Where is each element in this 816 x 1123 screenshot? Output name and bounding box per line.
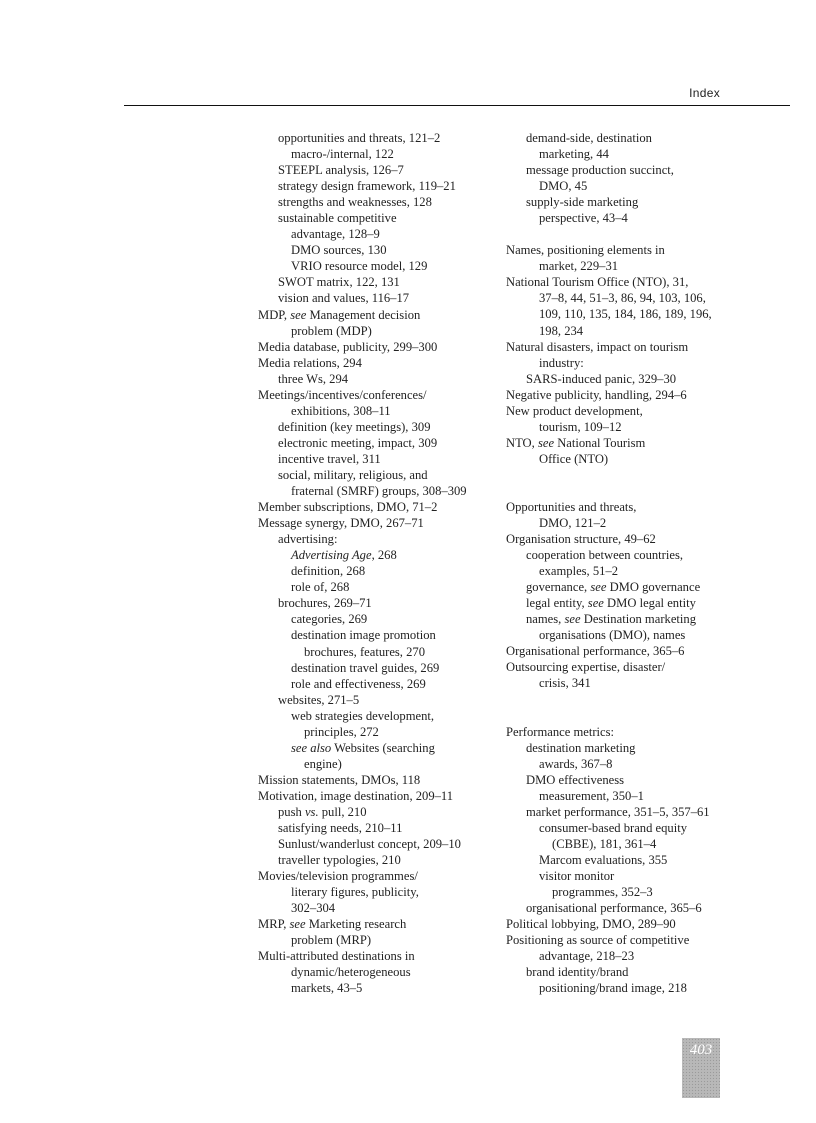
entry-text: market performance, 351–5, 357–61 bbox=[526, 804, 710, 819]
index-entry bbox=[258, 692, 490, 708]
entry-text: positioning/brand image, 218 bbox=[539, 981, 687, 996]
entry-text: Organisation structure, 49–62 bbox=[506, 532, 656, 547]
index-entry bbox=[258, 563, 490, 579]
header-rule bbox=[124, 105, 790, 106]
index-entry bbox=[506, 852, 738, 868]
index-entry bbox=[506, 868, 738, 884]
entry-text-tail: Websites (searching bbox=[331, 740, 435, 755]
cross-reference-marker: see bbox=[289, 917, 306, 932]
index-entry bbox=[258, 980, 490, 996]
index-entry bbox=[258, 964, 490, 980]
index-entry bbox=[258, 130, 490, 146]
entry-text: brochures, 269–71 bbox=[278, 596, 372, 611]
entry-text: Natural disasters, impact on tourism bbox=[506, 339, 689, 354]
index-entry bbox=[258, 483, 490, 499]
section-gap bbox=[506, 692, 738, 724]
index-entry bbox=[506, 724, 738, 740]
entry-text: role of, 268 bbox=[291, 580, 350, 595]
index-entry bbox=[506, 306, 738, 322]
page-number: 403 bbox=[689, 1042, 713, 1058]
index-entry bbox=[258, 644, 490, 660]
index-entry bbox=[506, 531, 738, 547]
index-entry bbox=[258, 403, 490, 419]
entry-text: definition (key meetings), 309 bbox=[278, 419, 431, 434]
entry-text: Organisational performance, 365–6 bbox=[506, 644, 685, 659]
entry-text: web strategies development, bbox=[291, 708, 435, 723]
index-entry bbox=[506, 788, 738, 804]
index-entry bbox=[258, 547, 490, 563]
entry-text: exhibitions, 308–11 bbox=[291, 403, 391, 418]
cross-reference-marker: vs. bbox=[304, 804, 319, 819]
index-entry bbox=[258, 948, 490, 964]
index-entry bbox=[258, 595, 490, 611]
entry-text-tail: Management decision bbox=[306, 307, 421, 322]
entry-text: advantage, 128–9 bbox=[291, 227, 380, 242]
index-entry bbox=[506, 772, 738, 788]
entry-text: DMO, 45 bbox=[539, 179, 588, 194]
index-entry bbox=[258, 724, 490, 740]
entry-text: VRIO resource model, 129 bbox=[291, 259, 428, 274]
index-entry bbox=[258, 387, 490, 403]
index-entry bbox=[258, 499, 490, 515]
entry-text: market, 229–31 bbox=[539, 259, 619, 274]
index-entry bbox=[506, 756, 738, 772]
index-entry bbox=[506, 371, 738, 387]
entry-text: (CBBE), 181, 361–4 bbox=[552, 836, 657, 851]
index-entry bbox=[258, 451, 490, 467]
index-entry bbox=[506, 611, 738, 627]
entry-text: 109, 110, 135, 184, 186, 189, 196, bbox=[539, 307, 712, 322]
index-entry bbox=[506, 258, 738, 274]
index-entry bbox=[506, 675, 738, 691]
index-entry bbox=[506, 563, 738, 579]
index-entry bbox=[506, 435, 738, 451]
index-entry bbox=[506, 627, 738, 643]
cross-reference-marker: see bbox=[590, 580, 607, 595]
entry-text: programmes, 352–3 bbox=[552, 884, 653, 899]
index-entry bbox=[506, 900, 738, 916]
entry-text: cooperation between countries, bbox=[526, 548, 684, 563]
index-entry bbox=[506, 820, 738, 836]
entry-text: Movies/television programmes/ bbox=[258, 869, 418, 884]
entry-text: categories, 269 bbox=[291, 612, 368, 627]
entry-text: Mission statements, DMOs, 118 bbox=[258, 772, 421, 787]
entry-text: awards, 367–8 bbox=[539, 756, 613, 771]
cross-reference-marker: see bbox=[564, 612, 581, 627]
index-entry bbox=[258, 772, 490, 788]
index-entry bbox=[506, 451, 738, 467]
entry-text: advertising: bbox=[278, 532, 338, 547]
entry-text: Multi-attributed destinations in bbox=[258, 949, 415, 964]
entry-text: 302–304 bbox=[291, 901, 336, 916]
entry-text: websites, 271–5 bbox=[278, 692, 360, 707]
entry-text: Media relations, 294 bbox=[258, 355, 362, 370]
index-entry bbox=[258, 820, 490, 836]
index-entry bbox=[258, 355, 490, 371]
index-entry bbox=[258, 660, 490, 676]
index-entry bbox=[258, 676, 490, 692]
index-entry bbox=[506, 740, 738, 756]
index-entry bbox=[258, 740, 490, 756]
index-entry bbox=[258, 162, 490, 178]
entry-text-tail: , 268 bbox=[371, 548, 397, 563]
entry-text: organisational performance, 365–6 bbox=[526, 901, 702, 916]
entry-text: MDP, bbox=[258, 307, 291, 322]
cross-reference-marker: see bbox=[587, 596, 604, 611]
entry-text: Meetings/incentives/conferences/ bbox=[258, 387, 427, 402]
index-entry bbox=[258, 146, 490, 162]
entry-text: Positioning as source of competitive bbox=[506, 933, 690, 948]
entry-text: destination travel guides, 269 bbox=[291, 660, 440, 675]
entry-text: problem (MRP) bbox=[291, 933, 372, 948]
index-entry bbox=[258, 611, 490, 627]
index-entry bbox=[258, 419, 490, 435]
entry-text: demand-side, destination bbox=[526, 131, 652, 145]
entry-text: engine) bbox=[304, 756, 342, 771]
entry-text: Motivation, image destination, 209–11 bbox=[258, 788, 454, 803]
entry-text: strategy design framework, 119–21 bbox=[278, 179, 456, 194]
entry-text: vision and values, 116–17 bbox=[278, 291, 410, 306]
index-entry bbox=[258, 515, 490, 531]
entry-text: Names, positioning elements in bbox=[506, 243, 665, 258]
index-entry bbox=[258, 323, 490, 339]
entry-text: 37–8, 44, 51–3, 86, 94, 103, 106, bbox=[539, 291, 706, 306]
index-entry bbox=[506, 146, 738, 162]
index-entry bbox=[506, 595, 738, 611]
entry-text: advantage, 218–23 bbox=[539, 949, 635, 964]
entry-text: brochures, features, 270 bbox=[304, 644, 425, 659]
entry-text: NTO, bbox=[506, 435, 538, 450]
index-entry bbox=[258, 290, 490, 306]
index-entry bbox=[258, 194, 490, 210]
index-entry bbox=[506, 403, 738, 419]
index-entry bbox=[258, 435, 490, 451]
entry-text: literary figures, publicity, bbox=[291, 885, 419, 900]
index-entry bbox=[258, 708, 490, 724]
cross-reference-marker: see also bbox=[291, 740, 332, 755]
index-entry bbox=[258, 884, 490, 900]
entry-text: DMO, 121–2 bbox=[539, 515, 607, 530]
index-entry bbox=[258, 210, 490, 226]
entry-text: tourism, 109–12 bbox=[539, 419, 622, 434]
index-entry bbox=[506, 980, 738, 996]
index-entry bbox=[506, 515, 738, 531]
entry-text: Office (NTO) bbox=[539, 451, 609, 466]
entry-text: Outsourcing expertise, disaster/ bbox=[506, 660, 666, 675]
entry-text: examples, 51–2 bbox=[539, 564, 619, 579]
entry-text: strengths and weaknesses, 128 bbox=[278, 195, 432, 210]
entry-text: three Ws, 294 bbox=[278, 371, 349, 386]
entry-text: crisis, 341 bbox=[539, 676, 591, 691]
index-entry bbox=[258, 467, 490, 483]
entry-text: Opportunities and threats, bbox=[506, 499, 637, 514]
index-entry bbox=[258, 627, 490, 643]
entry-text: fraternal (SMRF) groups, 308–309 bbox=[291, 484, 467, 499]
index-entry bbox=[506, 387, 738, 403]
index-entry bbox=[506, 194, 738, 210]
index-entry bbox=[258, 932, 490, 948]
entry-text: industry: bbox=[539, 355, 584, 370]
entry-text-tail: DMO governance bbox=[606, 580, 701, 595]
entry-text: legal entity, bbox=[526, 596, 588, 611]
index-entry bbox=[506, 242, 738, 258]
index-column-left bbox=[258, 130, 490, 997]
index-entry bbox=[506, 659, 738, 675]
entry-text: visitor monitor bbox=[539, 868, 615, 883]
entry-text-tail: Destination marketing bbox=[580, 612, 696, 627]
entry-text: Performance metrics: bbox=[506, 724, 615, 739]
index-entry bbox=[506, 162, 738, 178]
entry-text: Political lobbying, DMO, 289–90 bbox=[506, 917, 676, 932]
entry-text: principles, 272 bbox=[304, 724, 379, 739]
cross-reference-marker: see bbox=[290, 307, 307, 322]
index-entry bbox=[258, 274, 490, 290]
index-entry bbox=[506, 130, 738, 146]
entry-text: problem (MDP) bbox=[291, 323, 372, 338]
entry-text: Negative publicity, handling, 294–6 bbox=[506, 387, 687, 402]
index-entry bbox=[258, 307, 490, 323]
entry-text: MRP, bbox=[258, 917, 290, 932]
entry-text: opportunities and threats, 121–2 bbox=[278, 131, 441, 145]
entry-text: DMO sources, 130 bbox=[291, 243, 387, 258]
entry-text: STEEPL analysis, 126–7 bbox=[278, 163, 404, 178]
index-entry bbox=[506, 804, 738, 820]
index-entry bbox=[506, 916, 738, 932]
index-entry bbox=[258, 579, 490, 595]
entry-text: perspective, 43–4 bbox=[539, 211, 628, 226]
entry-text: DMO effectiveness bbox=[526, 772, 625, 787]
entry-text: Marcom evaluations, 355 bbox=[539, 852, 668, 867]
entry-text: macro-/internal, 122 bbox=[291, 147, 394, 162]
entry-text: traveller typologies, 210 bbox=[278, 853, 401, 868]
cross-reference-marker: see bbox=[537, 435, 555, 450]
entry-text: dynamic/heterogeneous bbox=[291, 965, 411, 980]
index-entry bbox=[258, 371, 490, 387]
running-head: Index bbox=[689, 86, 720, 100]
index-entry bbox=[258, 916, 490, 932]
entry-text: SWOT matrix, 122, 131 bbox=[278, 275, 400, 290]
entry-text: Message synergy, DMO, 267–71 bbox=[258, 516, 424, 531]
index-entry bbox=[258, 836, 490, 852]
entry-text: incentive travel, 311 bbox=[278, 451, 381, 466]
entry-text: Sunlust/wanderlust concept, 209–10 bbox=[278, 837, 461, 852]
entry-text: destination marketing bbox=[526, 740, 636, 755]
index-entry bbox=[258, 756, 490, 772]
index-entry bbox=[506, 932, 738, 948]
entry-text: New product development, bbox=[506, 403, 643, 418]
entry-text: Member subscriptions, DMO, 71–2 bbox=[258, 500, 438, 515]
index-entry bbox=[506, 339, 738, 355]
entry-text: names, bbox=[526, 612, 565, 627]
entry-text: brand identity/brand bbox=[526, 965, 629, 980]
entry-text-tail: Marketing research bbox=[305, 917, 407, 932]
entry-text: electronic meeting, impact, 309 bbox=[278, 435, 438, 450]
index-entry bbox=[258, 258, 490, 274]
index-entry bbox=[258, 788, 490, 804]
entry-text: consumer-based brand equity bbox=[539, 820, 688, 835]
section-gap bbox=[506, 467, 738, 499]
page-number-tab bbox=[682, 1038, 720, 1098]
section-gap bbox=[506, 226, 738, 242]
entry-text: SARS-induced panic, 329–30 bbox=[526, 371, 677, 386]
entry-text: satisfying needs, 210–11 bbox=[278, 821, 403, 836]
entry-text: 198, 234 bbox=[539, 323, 584, 338]
index-entry bbox=[506, 290, 738, 306]
index-entry bbox=[258, 531, 490, 547]
index-entry bbox=[506, 579, 738, 595]
entry-text: markets, 43–5 bbox=[291, 981, 363, 996]
index-entry bbox=[506, 499, 738, 515]
index-entry bbox=[506, 836, 738, 852]
entry-text: marketing, 44 bbox=[539, 147, 609, 162]
entry-text-tail: DMO legal entity bbox=[603, 596, 696, 611]
index-entry bbox=[506, 210, 738, 226]
index-entry bbox=[258, 868, 490, 884]
entry-text: message production succinct, bbox=[526, 163, 674, 178]
entry-italic-title: Advertising Age bbox=[291, 548, 372, 563]
index-entry bbox=[506, 964, 738, 980]
index-entry bbox=[506, 419, 738, 435]
index-entry bbox=[258, 226, 490, 242]
index-entry bbox=[506, 355, 738, 371]
index-entry bbox=[506, 547, 738, 563]
entry-text-tail: pull, 210 bbox=[318, 804, 367, 819]
index-entry bbox=[506, 178, 738, 194]
index-entry bbox=[258, 804, 490, 820]
entry-text: push bbox=[278, 804, 305, 819]
index-entry bbox=[258, 900, 490, 916]
entry-text-tail: National Tourism bbox=[554, 435, 646, 450]
index-entry bbox=[506, 323, 738, 339]
index-entry bbox=[506, 948, 738, 964]
index-entry bbox=[258, 178, 490, 194]
index-entry bbox=[506, 884, 738, 900]
entry-text: organisations (DMO), names bbox=[539, 628, 686, 643]
entry-text: role and effectiveness, 269 bbox=[291, 676, 426, 691]
entry-text: sustainable competitive bbox=[278, 211, 397, 226]
entry-text: measurement, 350–1 bbox=[539, 788, 644, 803]
entry-text: social, military, religious, and bbox=[278, 467, 428, 482]
entry-text: Media database, publicity, 299–300 bbox=[258, 339, 438, 354]
index-entry bbox=[506, 643, 738, 659]
index-entry bbox=[258, 242, 490, 258]
entry-text: supply-side marketing bbox=[526, 195, 639, 210]
entry-text: definition, 268 bbox=[291, 564, 366, 579]
index-entry bbox=[506, 274, 738, 290]
entry-text: governance, bbox=[526, 580, 591, 595]
index-entry bbox=[258, 339, 490, 355]
index-entry bbox=[258, 852, 490, 868]
entry-text: destination image promotion bbox=[291, 628, 436, 643]
index-column-right bbox=[506, 130, 738, 996]
entry-text: National Tourism Office (NTO), 31, bbox=[506, 275, 689, 290]
